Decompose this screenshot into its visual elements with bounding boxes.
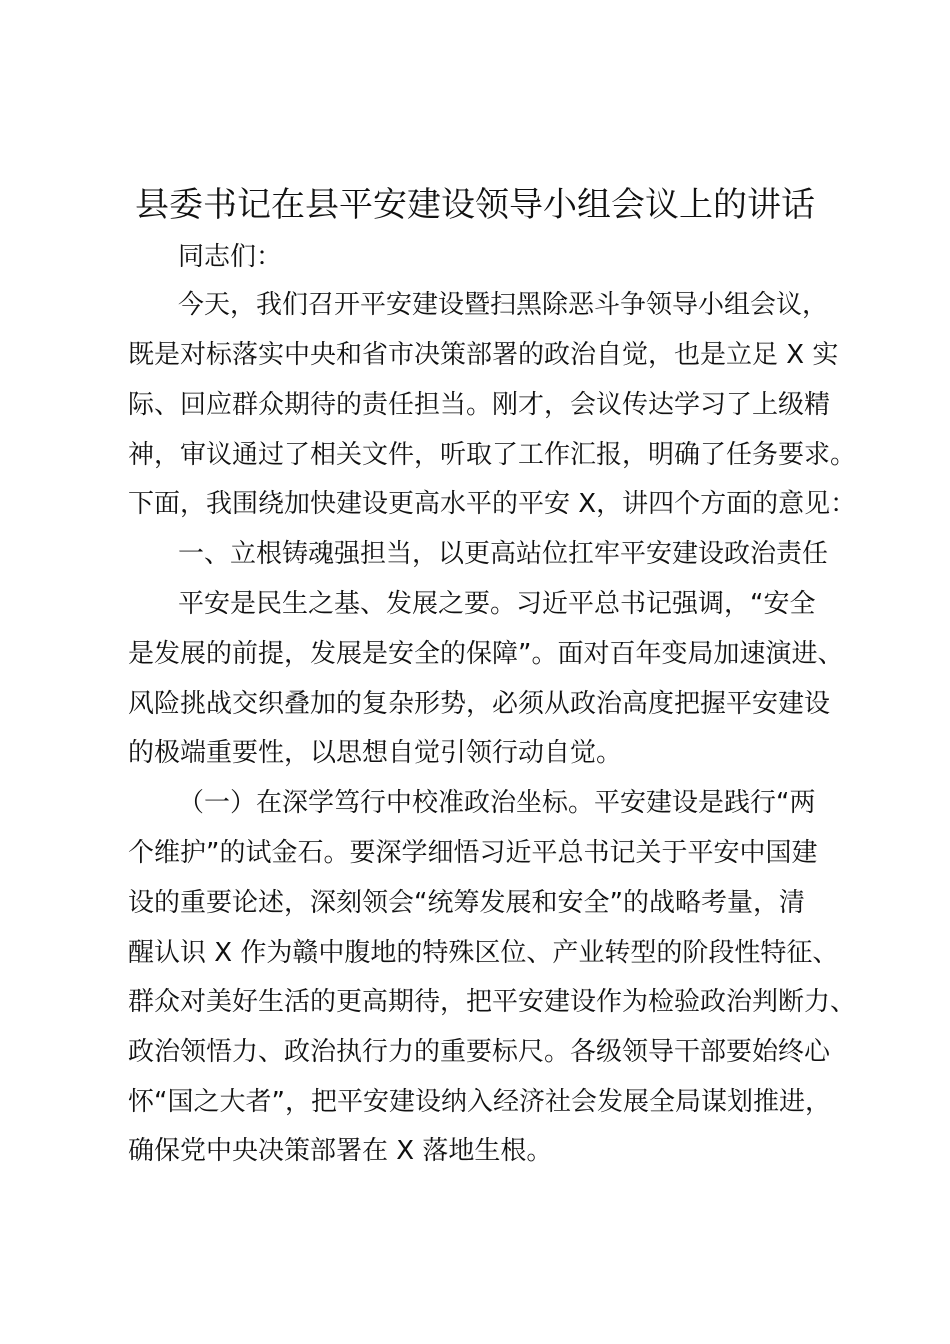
paragraph-line: 际、回应群众期待的责任担当。刚才，会议传达学习了上级精	[128, 390, 831, 420]
paragraph-line: 下面，我围绕加快建设更高水平的平安 X，讲四个方面的意见：	[128, 489, 857, 519]
paragraph-line: 平安是民生之基、发展之要。习近平总书记强调，“安全	[178, 589, 816, 619]
paragraph-line: 醒认识 X 作为赣中腹地的特殊区位、产业转型的阶段性特征、	[128, 938, 839, 968]
paragraph-line: 群众对美好生活的更高期待，把平安建设作为检验政治判断力、	[128, 987, 857, 1017]
paragraph-line: 既是对标落实中央和省市决策部署的政治自觉，也是立足 X 实	[128, 340, 839, 370]
salutation: 同志们：	[178, 242, 283, 272]
paragraph-line: 设的重要论述，深刻领会“统筹发展和安全”的战略考量，清	[128, 888, 805, 918]
section-heading: 一、立根铸魂强担当，以更高站位扛牢平安建设政治责任	[178, 539, 829, 569]
document-title: 县委书记在县平安建设领导小组会议上的讲话	[135, 185, 815, 225]
paragraph-line: 神，审议通过了相关文件，听取了工作汇报，明确了任务要求。	[128, 440, 857, 470]
paragraph-line: 风险挑战交织叠加的复杂形势，必须从政治高度把握平安建设	[128, 689, 831, 719]
paragraph-line: （一）在深学笃行中校准政治坐标。平安建设是践行“两	[178, 788, 816, 818]
paragraph-line: 的极端重要性，以思想自觉引领行动自觉。	[128, 738, 623, 768]
paragraph-line: 个维护”的试金石。要深学细悟习近平总书记关于平安中国建	[128, 838, 818, 868]
paragraph-line: 今天，我们召开平安建设暨扫黑除恶斗争领导小组会议，	[178, 290, 829, 320]
paragraph-line: 是发展的前提，发展是安全的保障”。面对百年变局加速演进、	[128, 639, 844, 669]
paragraph-line: 政治领悟力、政治执行力的重要标尺。各级领导干部要始终心	[128, 1037, 831, 1067]
paragraph-line: 确保党中央决策部署在 X 落地生根。	[128, 1136, 553, 1166]
paragraph-line: 怀“国之大者”，把平安建设纳入经济社会发展全局谋划推进，	[128, 1087, 831, 1117]
